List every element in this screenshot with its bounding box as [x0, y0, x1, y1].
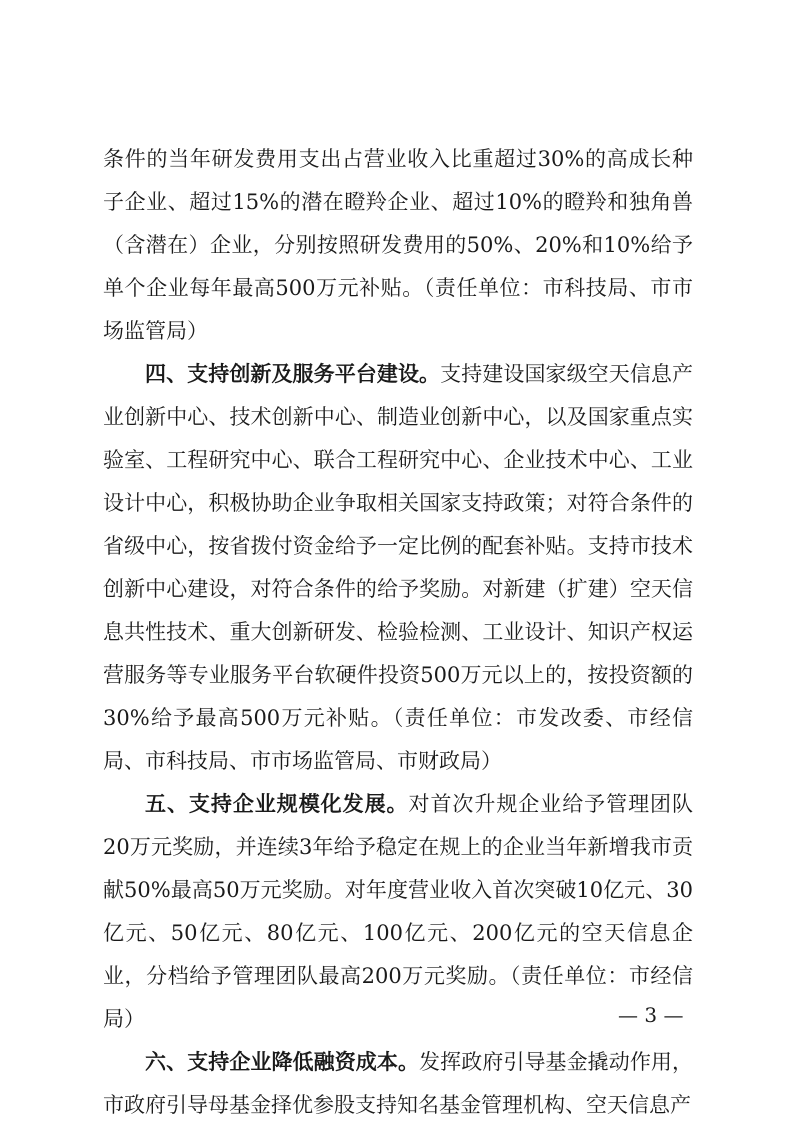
paragraph-text: 对首次升规企业给予管理团队20万元奖励，并连续3年给予稳定在规上的企业当年新增我市贡献50%最高50万元奖励。对年度营业收入首次突破10亿元、30亿元、50亿元、80亿元、100亿元、200亿元的空天信息企业，分档给予管理团队最高200万元奖励。（责任单位：市经信局）: [103, 792, 693, 1031]
paragraph-text: 发挥政府引导基金撬动作用，市政府引导母基金择优参股支持知名基金管理机构、空天信息产: [103, 1050, 694, 1117]
paragraph-item-4: [103, 353, 693, 783]
paragraph-heading: 六、支持企业降低融资成本。: [145, 1050, 420, 1074]
paragraph-text: 条件的当年研发费用支出占营业收入比重超过30%的高成长种子企业、超过15%的潜在瞪羚企业、超过10%的瞪羚和独角兽（含潜在）企业，分别按照研发费用的50%、20%和10%给予单个企业每年最高500万元补贴。（责任单位：市科技局、市市场监管局）: [103, 147, 693, 343]
page-number: — 3 —: [618, 1003, 684, 1027]
paragraph-text: 支持建设国家级空天信息产业创新中心、技术创新中心、制造业创新中心，以及国家重点实验室、工程研究中心、联合工程研究中心、企业技术中心、工业设计中心，积极协助企业争取相关国家支持政策；对符合条件的省级中心，按省拨付资金给予一定比例的配套补贴。支持市技术创新中心建设，对符合条件的给予奖励。对新建（扩建）空天信息共性技术、重大创新研发、检验检测、工业设计、知识产权运营服务等专业服务平台软硬件投资500万元以上的，按投资额的30%给予最高500万元补贴。（责任单位：市发改委、市经信局、市科技局、市市场监管局、市财政局）: [103, 362, 694, 773]
paragraph-item-5: [103, 783, 693, 1041]
paragraph-continuation: [103, 138, 693, 353]
paragraph-heading: 四、支持创新及服务平台建设。: [145, 362, 441, 386]
paragraph-item-6: [103, 1041, 693, 1127]
paragraph-heading: 五、支持企业规模化发展。: [145, 792, 409, 816]
document-body: [103, 138, 693, 1127]
